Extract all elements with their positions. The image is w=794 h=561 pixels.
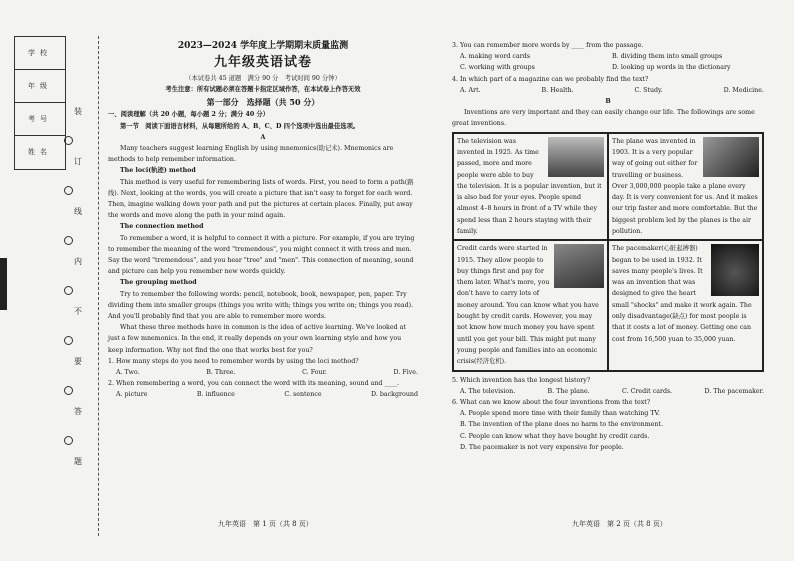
connection-heading: The connection method <box>120 223 204 231</box>
exam-title: 2023—2024 学年度上学期期末质量监测 <box>177 41 349 51</box>
page-2-footer: 九年英语 第 2 页（共 8 页） <box>572 520 667 528</box>
grouping-text: Try to remember the following words: pencil, notebook, book, newspaper, pen, paper. Try dividing them into smaller groups (things you write with; things you write on; things you read). And you'll probably find that you are able to remember more words. <box>108 290 414 321</box>
scan-edge-mark <box>0 258 7 310</box>
seal-char: 订 <box>74 157 82 166</box>
pacemaker-box <box>608 240 763 370</box>
pacemaker-text: The pacemaker(心脏起搏器) began to be used in 1932. It saves many people's lives. It was an invention that was designed to give the heart small "shocks" and make it work again. The only disadvantage(缺点) for most people is that it costs a lot of money. Getting one can cost from 16,500 yuan to 35,000 yuan. <box>612 245 752 343</box>
credit-card-box <box>453 240 608 370</box>
page-1-footer: 九年英语 第 1 页（共 8 页） <box>218 520 313 528</box>
school-field: 学校 <box>15 37 65 70</box>
seal-char: 内 <box>74 257 82 266</box>
seal-dot <box>64 136 73 145</box>
grouping-heading: The grouping method <box>120 279 197 287</box>
passage-a-intro: Many teachers suggest learning English by using mnemonics(助记术). Mnemonics are methods to help remember information. <box>108 145 394 164</box>
question-4-options <box>452 85 764 96</box>
seal-dot <box>64 436 73 445</box>
binding-seal-line <box>64 36 92 536</box>
student-info-strip <box>14 36 66 170</box>
option-c: C. sentence <box>284 391 322 399</box>
question-6-options <box>452 408 764 453</box>
question-5: 5. Which invention has the longest history? <box>452 376 591 384</box>
option-b: B. influence <box>196 391 235 399</box>
question-2-options <box>108 389 418 400</box>
seal-dot <box>64 286 73 295</box>
question-2: 2. When remembering a word, you can connect the word with its meaning, sound and ____. <box>108 380 400 388</box>
television-box <box>453 133 608 241</box>
option-d: D. The pacemaker is not very expensive for people. <box>460 443 624 451</box>
question-3: 3. You can remember more words by ____ from the passage. <box>452 42 644 49</box>
subject-title: 九年级英语试卷 <box>213 55 312 70</box>
option-d: D. Medicine. <box>723 86 764 94</box>
question-5-options <box>452 386 764 397</box>
plane-text: The plane was invented in 1903. It is a very popular way of going out either for travelling or business. Over 3,000,000 people take a plane every day. It is very convenient for us. And it makes our trip faster and more comfortable. But the biggest problem led by the planes is the air pollution. <box>612 137 758 235</box>
seal-char: 不 <box>74 307 82 316</box>
plane-photo <box>703 137 759 177</box>
option-d: D. Five. <box>393 369 418 377</box>
question-1-options <box>108 367 418 378</box>
option-b: B. Three. <box>206 369 236 377</box>
option-a: A. making word cards <box>460 53 530 61</box>
option-a: A. picture <box>116 391 148 399</box>
passage-b-intro: Inventions are very important and they can easily change our life. The followings are some great inventions. <box>452 109 755 128</box>
seal-char: 题 <box>74 457 82 466</box>
option-a: A. Art. <box>460 86 481 94</box>
credit-card-text: Credit cards were started in 1915. They allow people to buy things first and pay for them later. What's more, you don't have to carry lots of money around. You can know what you have bought by credit cards. However, you may not know how much money you have spent until you get your bill. This might put many young people and families into an economic crisis(经济危机). <box>457 245 599 366</box>
option-b: B. dividing them into small groups <box>612 53 723 61</box>
option-b: B. The plane. <box>547 387 590 395</box>
section-1-instructions: 第一节 阅读下面语言材料，从每题所给的 A、B、C、D 四个选项中选出最佳选项。 <box>120 122 360 130</box>
option-d: D. looking up words in the dictionary <box>612 64 731 72</box>
option-d: D. background <box>371 391 418 399</box>
seal-dot <box>64 236 73 245</box>
passage-b-label: B <box>605 98 611 106</box>
exam-number-field: 考号 <box>15 103 65 136</box>
part-1-heading: 第一部分 选择题（共 50 分） <box>206 97 320 108</box>
option-b: B. The invention of the plane does no harm to the environment. <box>460 421 663 429</box>
exam-info: （本试卷共 45 道题 满分 90 分 考试时间 90 分钟） <box>185 75 341 82</box>
seal-char: 要 <box>74 357 82 366</box>
television-text: The television was invented in 1925. As time passed, more and more people were able to buy the television. It is a popular invention, but it is also bad for your eyes. People spend almost 4–8 hours in front of a TV while they spend less than 2 hours staying with their family. <box>457 137 602 235</box>
option-a: A. The television. <box>460 387 516 395</box>
option-c: C. People can know what they have bought by credit cards. <box>460 432 650 440</box>
question-4: 4. In which part of a magazine can we probably find the text? <box>452 75 649 83</box>
seal-char: 线 <box>74 207 82 216</box>
inventions-grid <box>452 132 764 372</box>
option-b: B. Health. <box>541 86 574 94</box>
loci-heading: The loci(轨迹) method <box>120 167 196 175</box>
page-1 <box>108 40 418 401</box>
option-a: A. Two. <box>116 369 140 377</box>
seal-char: 装 <box>74 107 82 116</box>
page-2 <box>452 40 764 453</box>
seal-dot <box>64 186 73 195</box>
option-d: D. The pacemaker. <box>704 387 764 395</box>
closing-text: What these three methods have in common is the idea of active learning. We've looked at just a few mnemonics. In the end, it really depends on your own learning style and how you keep information. Why not find the one that works best for you? <box>108 324 406 354</box>
plane-box <box>608 133 763 241</box>
option-c: C. working with groups <box>460 64 535 72</box>
option-c: C. Study. <box>634 86 663 94</box>
question-3-options <box>452 51 764 73</box>
loci-text: This method is very useful for remembering lists of words. First, you need to form a path(路线). Next, looking at the words, you will create a picture that isn't easy to forget for each word. Then, imagine walking down your path and put the pictures at certain places. Finally, put away the words and move along the path in your mind again. <box>108 178 414 220</box>
seal-dot <box>64 336 73 345</box>
cut-line <box>98 36 99 536</box>
pacemaker-photo <box>711 244 759 296</box>
connection-text: To remember a word, it is helpful to connect it with a picture. For example, if you are trying to remember the meaning of the word "tremendous", you might connect it with trees and men. Say the word "tremendous", and you hear "tree" and "men". This connection of meaning, sound and picture can help you remember new words quickly. <box>108 234 415 276</box>
question-6: 6. What can we know about the four inventions from the text? <box>452 398 651 406</box>
question-1: 1. How many steps do you need to remember words by using the loci method? <box>108 357 359 365</box>
grade-field: 年级 <box>15 70 65 103</box>
option-c: C. Four. <box>302 369 327 377</box>
passage-a-label: A <box>260 133 266 141</box>
seal-char: 答 <box>74 407 82 416</box>
section-1-heading: 一、阅读理解（共 20 小题，每小题 2 分；满分 40 分） <box>108 111 269 119</box>
option-c: C. Credit cards. <box>621 387 673 395</box>
name-field: 姓名 <box>28 148 52 156</box>
option-a: A. People spend more time with their family than watching TV. <box>460 410 660 418</box>
credit-card-photo <box>554 244 604 288</box>
exam-notice: 考生注意：所有试题必须在答题卡指定区域作答，在本试卷上作答无效 <box>165 86 361 94</box>
seal-dot <box>64 386 73 395</box>
television-photo <box>548 137 604 177</box>
